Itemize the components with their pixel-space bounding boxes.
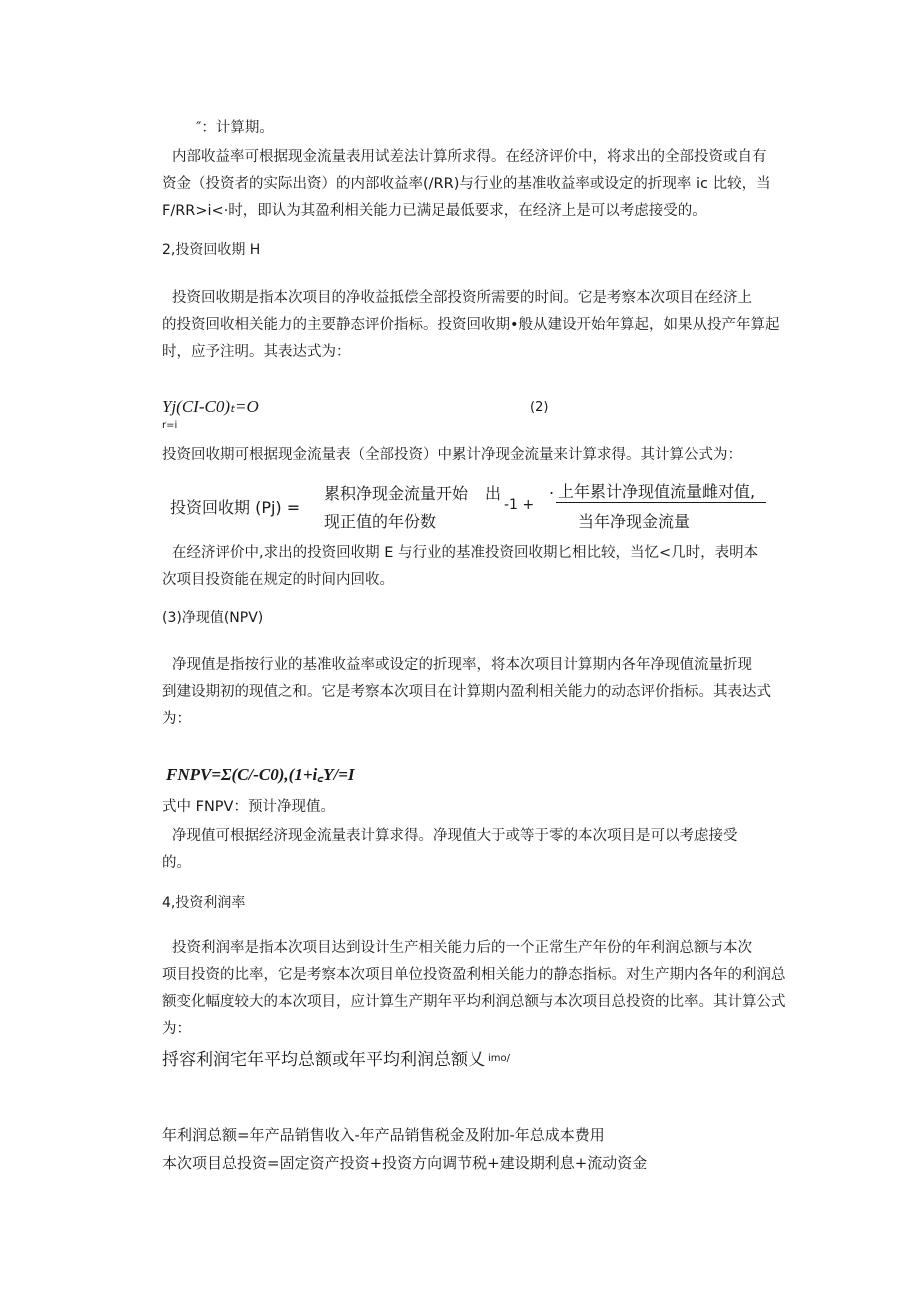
payback-denominator: 当年净现金流量 bbox=[578, 512, 691, 531]
n-definition: ″：计算期。 bbox=[196, 120, 274, 136]
payback-year-bottom: 现正值的年份数 bbox=[324, 512, 437, 531]
section-heading-npv: (3)净现值(NPV) bbox=[162, 610, 264, 626]
payback-dot: . bbox=[549, 479, 555, 498]
equation-number: (2) bbox=[530, 400, 549, 415]
formula-npv: FNPV=Σ(C/-C0),(1+i꜀Y/=I bbox=[166, 765, 355, 784]
payback-minus-one: -1 + bbox=[504, 497, 535, 513]
compare-paragraph: 在经济评价中,求出的投资回收期 E 与行业的基准投资回收期匕相比较，当忆<几时，表明本 次项目投资能在规定的时间内回收。 bbox=[162, 545, 759, 588]
total-investment-definition: 本次项目总投资=固定资产投资+投资方向调节税+建设期利息+流动资金 bbox=[162, 1154, 648, 1172]
payback-calc-line: 投资回收期可根据现金流量表（全部投资）中累计净现金流量来计算求得。其计算公式为： bbox=[162, 447, 742, 463]
annual-profit-definition: 年利润总额=年产品销售收入-年产品销售税金及附加-年总成本费用 bbox=[162, 1126, 605, 1144]
formula-roi: 捋容利润宅年平均总额或年平均利润总额乂 bbox=[162, 1050, 485, 1070]
fnpv-definition: 式中 FNPV：预计净现值。 bbox=[162, 799, 335, 815]
payback-year-mid: 出 bbox=[485, 484, 502, 503]
npv-paragraph: 净现值是指按行业的基准收益率或设定的折现率，将本次项目计算期内各年净现值流量折现 到建设期初的现值之和。它是考察本次项目在计算期内盈利相关能力的动态评价指标。其表达式 为： bbox=[162, 657, 771, 727]
formula-payback-definition: Yj(CI-C0)ₜ=O bbox=[162, 397, 259, 416]
payback-numerator: 上年累计净现值流量雌对值, bbox=[558, 482, 756, 501]
payback-lhs: 投资回收期 (Pj) = bbox=[170, 498, 301, 517]
section-heading-roi: 4,投资利润率 bbox=[162, 895, 246, 911]
irr-paragraph: 内部收益率可根据现金流量表用试差法计算所求得。在经济评价中，将求出的全部投资或自有 资金（投资者的实际出资）的内部收益率(/RR)与行业的基准收益率或设定的折现率 ic 比较，当 F/RR>i<·时，即认为其盈利相关能力已满足最低要求，在经济上是可以考虑接受的。 bbox=[162, 149, 771, 219]
formula-subscript: r=i bbox=[162, 420, 178, 431]
formula-roi-subscript: imo/ bbox=[488, 1053, 511, 1064]
roi-paragraph: 投资利润率是指本次项目达到设计生产相关能力后的一个正常生产年份的年利润总额与本次 项目投资的比率，它是考察本次项目单位投资盈利相关能力的静态指标。对生产期内各年的利润总 额变化幅度较大的本次项目，应计算生产期年平均利润总额与本次项目总投资的比率。其计算公式 为： bbox=[162, 940, 786, 1037]
payback-paragraph: 投资回收期是指本次项目的净收益抵偿全部投资所需要的时间。它是考察本次项目在经济上 的投资回收相关能力的主要静态评价指标。投资回收期•般从建设开始年算起，如果从投产年算起 时，应予注明。其表达式为： bbox=[162, 290, 780, 360]
fraction-bar bbox=[556, 502, 766, 503]
payback-year-top: 累积净现金流量开始 bbox=[324, 484, 469, 503]
npv-calc-paragraph: 净现值可根据经济现金流量表计算求得。净现值大于或等于零的本次项目是可以考虑接受 的。 bbox=[162, 828, 738, 871]
section-heading-payback: 2,投资回收期 H bbox=[162, 242, 261, 258]
